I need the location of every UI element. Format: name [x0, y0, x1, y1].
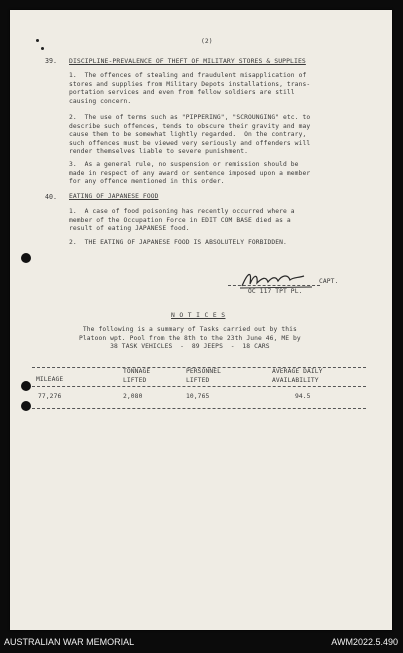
section-39-paragraph-1: 1. The offences of stealing and fraudulent misapplication of stores and supplies from Military Depots installations, trans- portation services and even from fellow soldiers are still causing concern. [69, 72, 311, 105]
section-40-paragraph-1: 1. A case of food poisoning has recently occurred where a member of the Occupation Force in EDIT COM BASE died as a result of eating JAPANESE food. [69, 208, 295, 233]
punch-mark [36, 39, 39, 42]
section-40-heading: EATING OF JAPANESE FOOD [69, 193, 159, 200]
col-header-personnel: PERSONNEL LIFTED [186, 368, 222, 384]
cell-availability: 94.5 [295, 393, 311, 400]
section-40-number: 40. [45, 193, 57, 201]
signature-unit: OC 117 TPT PL. [248, 288, 303, 295]
notices-intro: The following is a summary of Tasks carried out by this Platoon wpt. Pool from the 8th to the 23th June 46, ME by 38 TASK VEHICLES - 89 JEEPS - 18 CARS [79, 326, 301, 351]
notices-title: N O T I C E S [171, 312, 226, 319]
col-header-availability: AVERAGE DAILY AVAILABILITY [272, 368, 323, 384]
punch-hole [21, 401, 31, 411]
section-40-paragraph-2: 2. THE EATING OF JAPANESE FOOD IS ABSOLUTELY FORBIDDEN. [69, 239, 287, 246]
cell-mileage: 77,276 [38, 393, 62, 400]
table-header-rule [32, 386, 366, 387]
signature-rank: CAPT. [319, 278, 339, 285]
cell-tonnage: 2,080 [123, 393, 143, 400]
footer-archive-name: AUSTRALIAN WAR MEMORIAL [4, 637, 135, 647]
col-header-mileage: MILEAGE [36, 376, 64, 383]
col-header-tonnage: TONNAGE LIFTED [123, 368, 151, 384]
section-39-paragraph-2: 2. The use of terms such as "PIPPERING", "SCROUNGING" etc. to describe such offences, tends to obscure their gravity and may cause them to be somewhat lightly regarded. On the contrary, such offences must be viewed very seriously and offenders will render themselves liable to severe punishment. [69, 114, 311, 156]
table-bottom-rule [32, 408, 366, 409]
footer-accession-number: AWM2022.5.490 [331, 637, 398, 647]
section-39-heading: DISCIPLINE-PREVALENCE OF THEFT OF MILITARY STORES & SUPPLIES [69, 57, 306, 65]
cell-personnel: 10,765 [186, 393, 210, 400]
section-39-number: 39. [45, 57, 57, 65]
signature-line [228, 285, 320, 286]
section-39-paragraph-3: 3. As a general rule, no suspension or remission should be made in respect of any award or sentence imposed upon a member for any offence mentioned in this order. [69, 161, 311, 186]
page-number: (2) [201, 38, 213, 45]
punch-mark [41, 47, 44, 50]
document-page [10, 10, 392, 630]
punch-hole [21, 381, 31, 391]
punch-hole [21, 253, 31, 263]
